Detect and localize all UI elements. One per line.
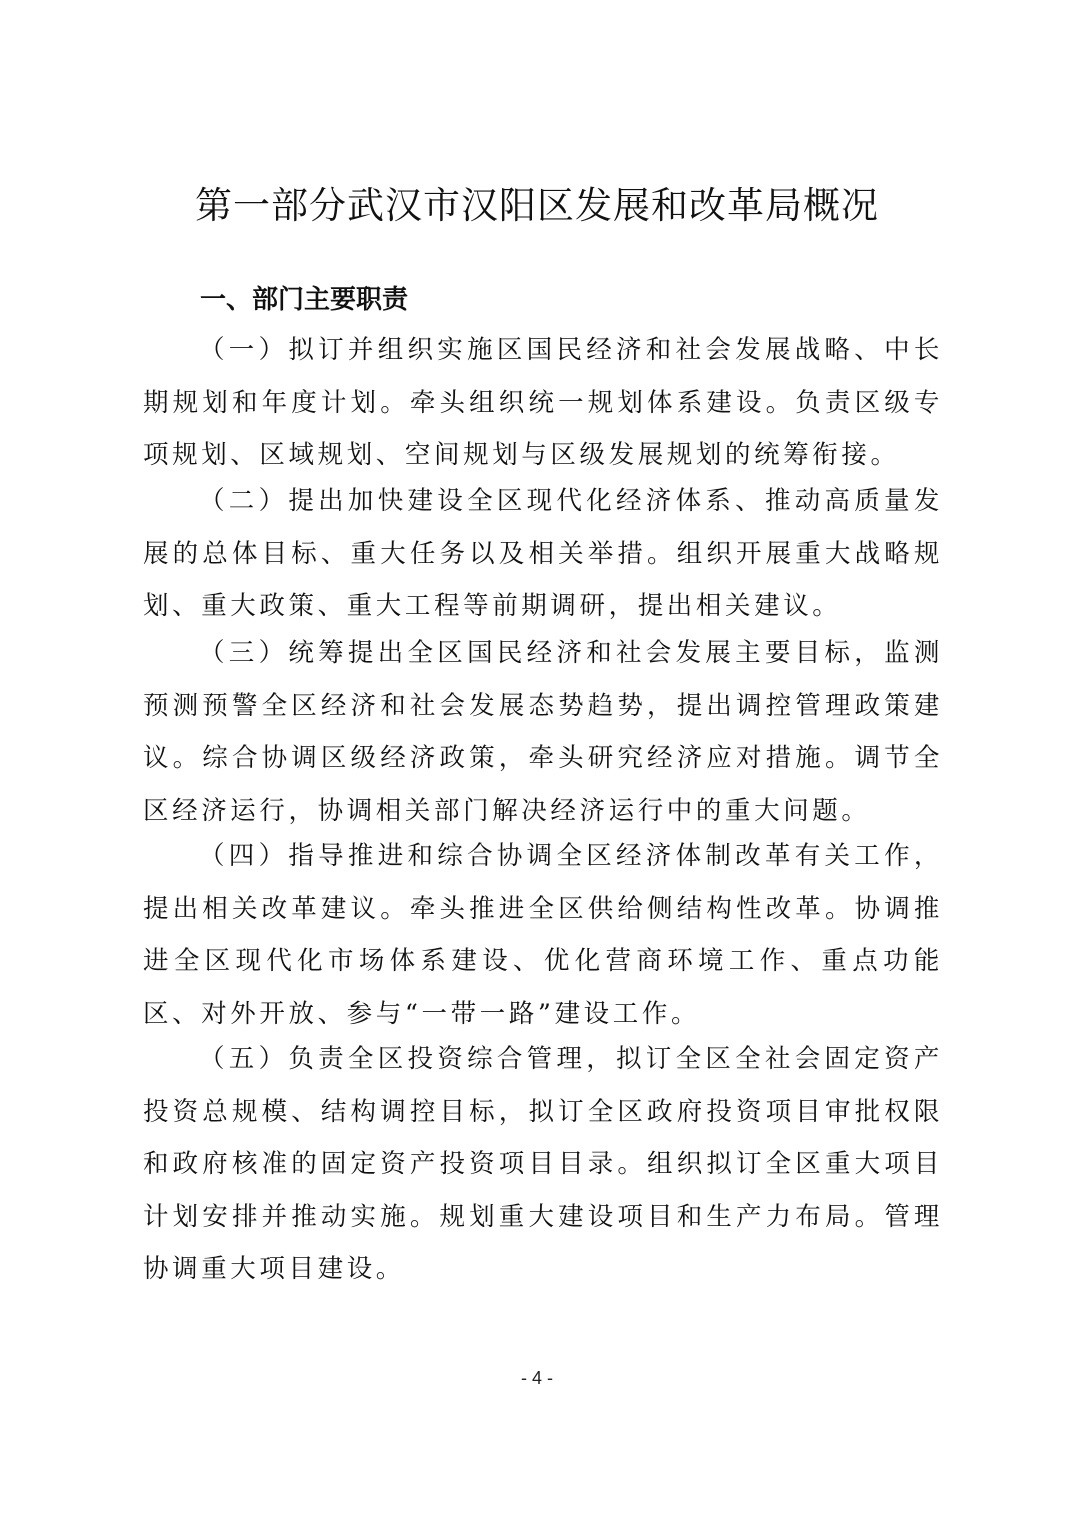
page-number: - 4 - xyxy=(520,1368,553,1388)
duty-paragraph-5: （五）负责全区投资综合管理，拟订全区全社会固定资产投资总规模、结构调控目标，拟订全区政府投资项目审批权限和政府核准的固定资产投资项目目录。组织拟订全区重大项目计划安排并推动实施。规划重大建设项目和生产力布局。管理协调重大项目建设。 xyxy=(143,1044,943,1284)
page-title: 第一部分武汉市汉阳区发展和改革局概况 xyxy=(195,184,879,227)
section-heading: 一、部门主要职责 xyxy=(200,285,409,315)
duty-paragraph-1: （一）拟订并组织实施区国民经济和社会发展战略、中长期规划和年度计划。牵头组织统一规划体系建设。负责区级专项规划、区域规划、空间规划与区级发展规划的统筹衔接。 xyxy=(143,335,943,470)
duty-paragraph-4: （四）指导推进和综合协调全区经济体制改革有关工作，提出相关改革建议。牵头推进全区供给侧结构性改革。协调推进全区现代化市场体系建设、优化营商环境工作、重点功能区、对外开放、参与“一带一路”建设工作。 xyxy=(143,841,943,1029)
duty-paragraph-3: （三）统筹提出全区国民经济和社会发展主要目标，监测预测预警全区经济和社会发展态势趋势，提出调控管理政策建议。综合协调区级经济政策，牵头研究经济应对措施。调节全区经济运行，协调相关部门解决经济运行中的重大问题。 xyxy=(143,638,943,826)
duty-paragraph-2: （二）提出加快建设全区现代化经济体系、推动高质量发展的总体目标、重大任务以及相关举措。组织开展重大战略规划、重大政策、重大工程等前期调研，提出相关建议。 xyxy=(143,486,943,621)
